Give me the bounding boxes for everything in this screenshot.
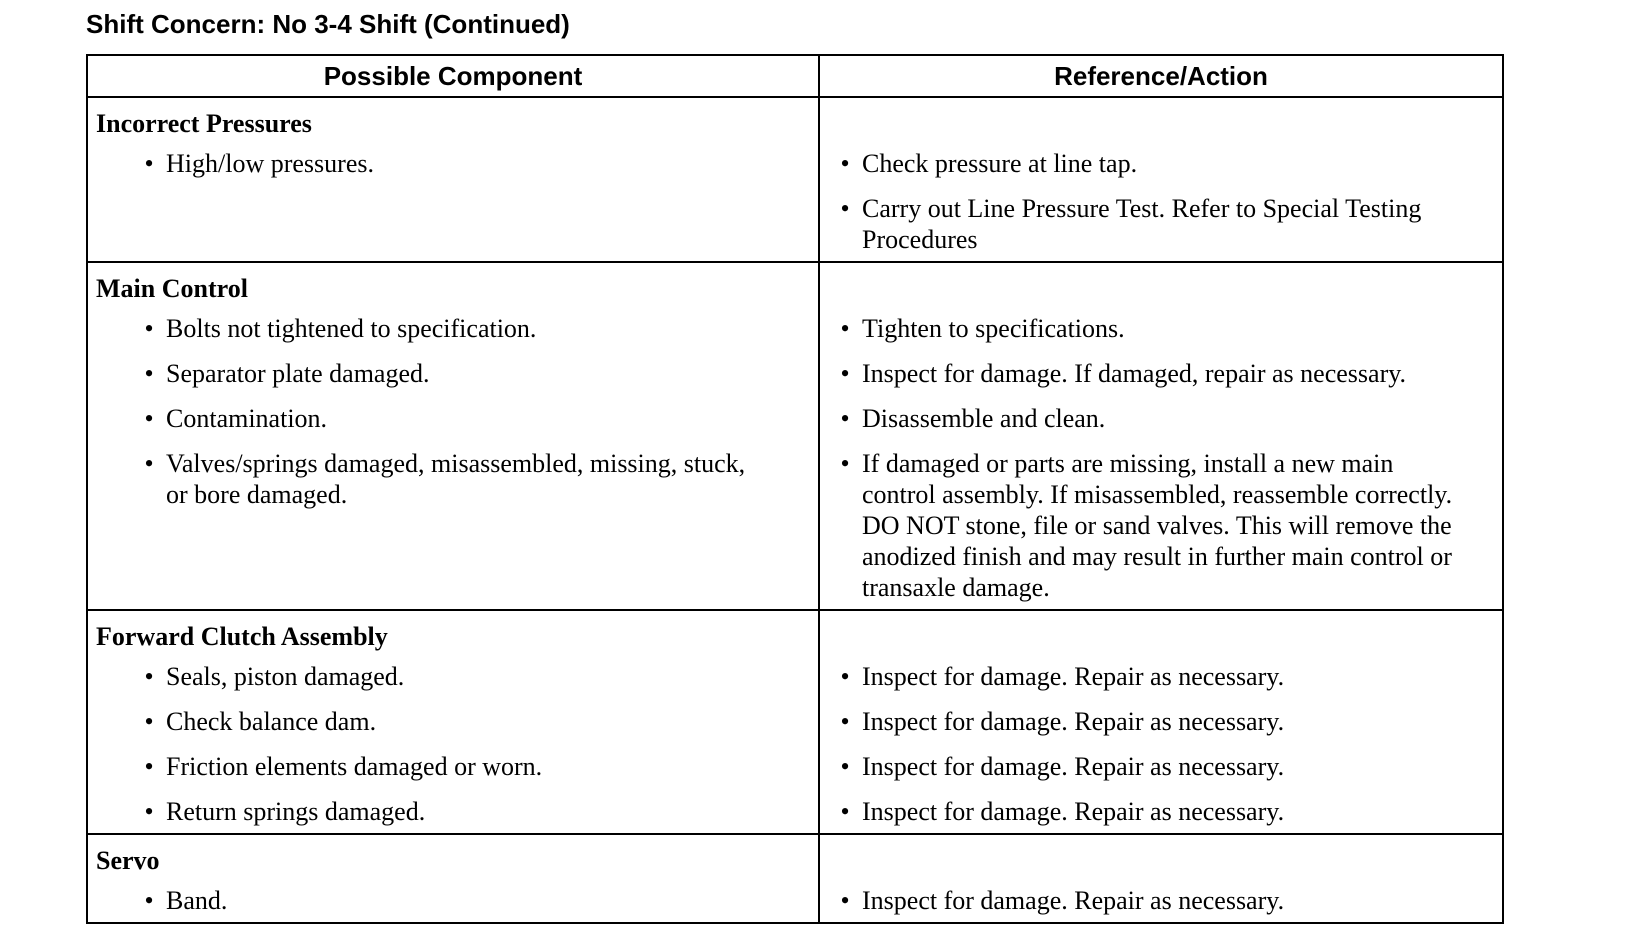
component-cell	[87, 789, 819, 834]
component-text: Contamination.	[166, 404, 328, 433]
page-title: Shift Concern: No 3-4 Shift (Continued)	[86, 9, 570, 39]
header-possible-component: Possible Component	[87, 55, 819, 97]
bullet-icon: •	[840, 797, 850, 826]
group-title-blank	[819, 610, 1503, 654]
bullet-icon: •	[144, 314, 154, 343]
component-text: Seals, piston damaged.	[166, 662, 405, 691]
group-header-row	[87, 610, 1503, 654]
action-text: Check pressure at line tap.	[862, 149, 1138, 178]
group-title-blank	[819, 262, 1503, 306]
group-header-row	[87, 97, 1503, 141]
component-cell	[87, 141, 819, 186]
action-text: Inspect for damage. Repair as necessary.	[862, 797, 1285, 826]
component-text: Separator plate damaged.	[166, 359, 430, 388]
table-row	[87, 744, 1503, 789]
action-cell	[819, 141, 1503, 186]
group-header-row	[87, 262, 1503, 306]
bullet-icon: •	[144, 404, 154, 433]
component-text: Band.	[166, 886, 228, 915]
component-cell	[87, 744, 819, 789]
group-header-row	[87, 834, 1503, 878]
action-cell	[819, 744, 1503, 789]
bullet-icon: •	[840, 886, 850, 915]
component-text: Friction elements damaged or worn.	[166, 752, 543, 781]
component-cell	[87, 654, 819, 699]
bullet-icon: •	[144, 752, 154, 781]
header-reference-action: Reference/Action	[819, 55, 1503, 97]
table-header-row	[87, 55, 1503, 97]
bullet-icon: •	[144, 359, 154, 388]
group-title-forward-clutch-assembly: Forward Clutch Assembly	[87, 610, 819, 654]
component-text: Bolts not tightened to specification.	[166, 314, 537, 343]
table-row	[87, 396, 1503, 441]
table-row	[87, 351, 1503, 396]
action-text: Inspect for damage. If damaged, repair as necessary.	[862, 359, 1407, 388]
table-row	[87, 441, 1503, 610]
action-text: Inspect for damage. Repair as necessary.	[862, 707, 1285, 736]
table-row	[87, 699, 1503, 744]
table-row	[87, 306, 1503, 351]
component-cell-empty	[87, 186, 819, 262]
action-text: Carry out Line Pressure Test. Refer to Special Testing Procedures	[862, 194, 1422, 254]
bullet-icon: •	[840, 752, 850, 781]
bullet-icon: •	[840, 314, 850, 343]
action-text: Inspect for damage. Repair as necessary.	[862, 752, 1285, 781]
table-row	[87, 141, 1503, 186]
bullet-icon: •	[840, 194, 850, 223]
bullet-icon: •	[144, 662, 154, 691]
group-title-incorrect-pressures: Incorrect Pressures	[87, 97, 819, 141]
group-title-servo: Servo	[87, 834, 819, 878]
action-text: Disassemble and clean.	[862, 404, 1106, 433]
bullet-icon: •	[144, 449, 154, 478]
action-cell	[819, 654, 1503, 699]
component-cell	[87, 699, 819, 744]
action-cell	[819, 396, 1503, 441]
table-row	[87, 789, 1503, 834]
component-text: Valves/springs damaged, misassembled, missing, stuck, or bore damaged.	[166, 449, 746, 509]
bullet-icon: •	[840, 359, 850, 388]
action-text: Inspect for damage. Repair as necessary.	[862, 886, 1285, 915]
table-row	[87, 186, 1503, 262]
group-title-main-control: Main Control	[87, 262, 819, 306]
component-text: High/low pressures.	[166, 149, 374, 178]
bullet-icon: •	[840, 449, 850, 478]
bullet-icon: •	[144, 149, 154, 178]
action-cell	[819, 351, 1503, 396]
component-cell	[87, 351, 819, 396]
component-cell	[87, 396, 819, 441]
action-text: Tighten to specifications.	[862, 314, 1125, 343]
action-cell	[819, 441, 1503, 610]
bullet-icon: •	[144, 707, 154, 736]
action-text: If damaged or parts are missing, install a new main control assembly. If misassembled, reassemble correctly. DO NOT stone, file or sand valves. This will remove the anodized finish and may result in further main control or transaxle damage.	[862, 449, 1453, 602]
component-text: Check balance dam.	[166, 707, 377, 736]
bullet-icon: •	[840, 662, 850, 691]
diagnosis-table	[86, 54, 1504, 924]
component-text: Return springs damaged.	[166, 797, 426, 826]
bullet-icon: •	[144, 797, 154, 826]
bullet-icon: •	[840, 707, 850, 736]
component-cell	[87, 306, 819, 351]
table-row	[87, 878, 1503, 923]
action-cell	[819, 306, 1503, 351]
action-text: Inspect for damage. Repair as necessary.	[862, 662, 1285, 691]
action-cell	[819, 699, 1503, 744]
bullet-icon: •	[840, 149, 850, 178]
group-title-blank	[819, 834, 1503, 878]
action-cell	[819, 878, 1503, 923]
table-row	[87, 654, 1503, 699]
component-cell	[87, 441, 819, 610]
group-title-blank	[819, 97, 1503, 141]
action-cell	[819, 789, 1503, 834]
action-cell	[819, 186, 1503, 262]
bullet-icon: •	[840, 404, 850, 433]
bullet-icon: •	[144, 886, 154, 915]
component-cell	[87, 878, 819, 923]
